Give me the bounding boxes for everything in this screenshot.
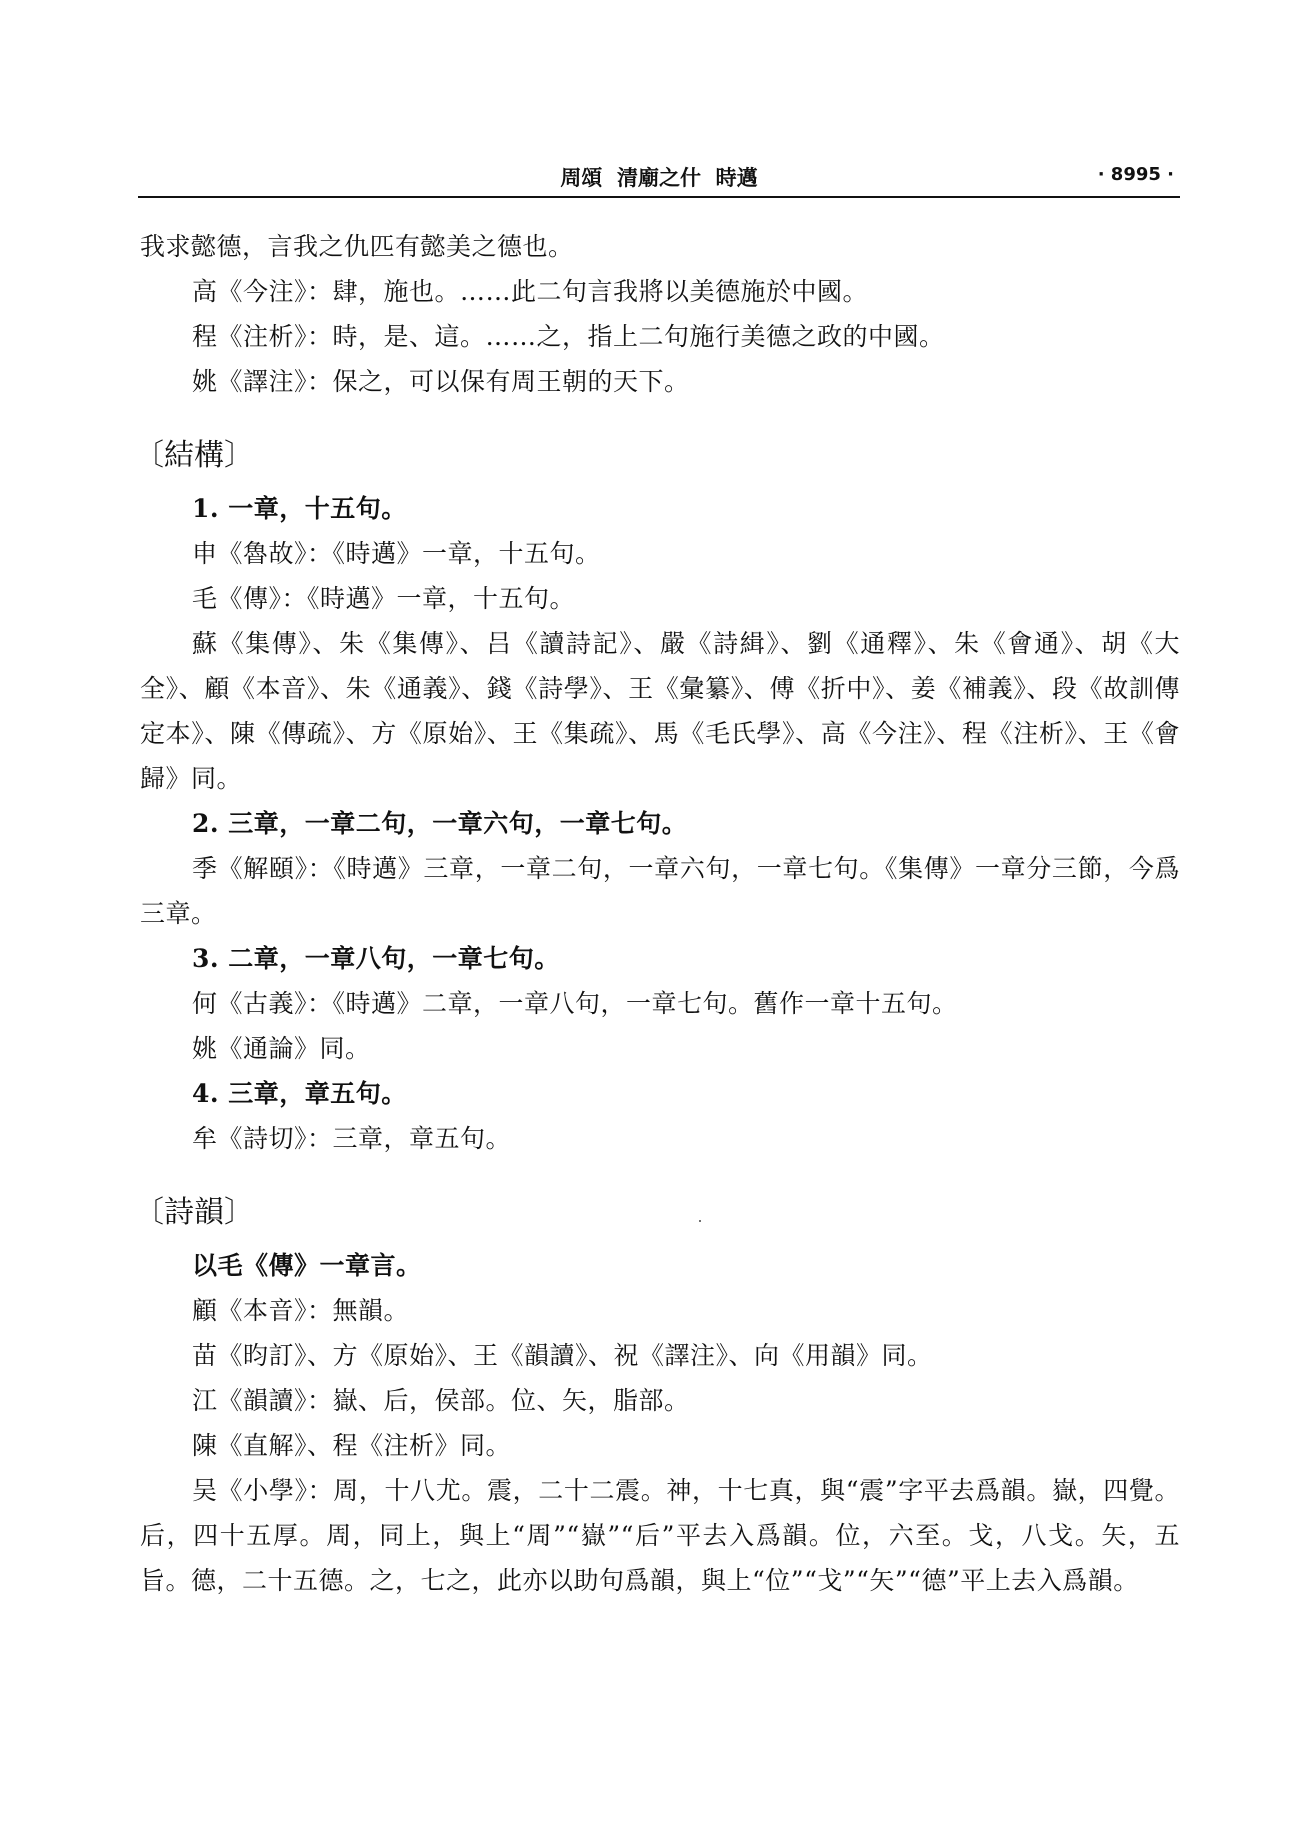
rhyme-quote: 顧《本音》：無韻。 <box>192 1296 410 1325</box>
rhyme-quote: 陳《直解》、程《注析》同。 <box>192 1431 512 1460</box>
structure-quote: 牟《詩切》：三章，章五句。 <box>192 1124 512 1153</box>
structure-quote: 何《古義》：《時邁》二章，一章八句，一章七句。舊作一章十五句。 <box>192 989 958 1018</box>
intro-quote-cheng: 程《注析》：時，是、這。……之，指上二句施行美德之政的中國。 <box>192 322 945 351</box>
rhyme-quote-wu: 吴《小學》：周，十八尤。震，二十二震。神，十七真，與“震”字平去爲韻。嶽，四覺。后，四十五厚。周，同上，與上“周”“嶽”“后”平去入爲韻。位，六至。戈，八戈。矢，五旨。德，二十五德。之，七之，此亦以助句爲韻，與上“位”“戈”“矢”“德”平上去入爲韻。 <box>140 1476 1180 1595</box>
structure-quote: 季《解頤》：《時邁》三章，一章二句，一章六句，一章七句。《集傳》一章分三節，今爲三章。 <box>140 854 1180 928</box>
header-rule <box>138 196 1180 198</box>
running-title: 周頌 清廟之什 時邁 <box>560 165 758 190</box>
structure-item-4: 4. 三章，章五句。 <box>192 1079 407 1108</box>
rhyme-basis: 以毛《傳》一章言。 <box>192 1251 422 1280</box>
rhyme-quote: 江《韻讀》：嶽、后，侯部。位、矢，脂部。 <box>192 1386 690 1415</box>
rhyme-quote: 苗《昀訂》、方《原始》、王《韻讀》、祝《譯注》、向《用韻》同。 <box>192 1341 933 1370</box>
running-header <box>138 152 1180 194</box>
structure-quote: 申《魯故》：《時邁》一章，十五句。 <box>192 539 601 568</box>
intro-paragraph-continuation: 我求懿德，言我之仇匹有懿美之德也。 <box>140 232 574 261</box>
structure-item-1: 1. 一章，十五句。 <box>192 494 407 523</box>
stray-dot-mark <box>699 1220 701 1222</box>
structure-source-list: 蘇《集傳》、朱《集傳》、吕《讀詩記》、嚴《詩緝》、劉《通釋》、朱《會通》、胡《大全》、顧《本音》、朱《通義》、錢《詩學》、王《彙纂》、傅《折中》、姜《補義》、段《故訓傳定本》、陳《傳疏》、方《原始》、王《集疏》、馬《毛氏學》、高《今注》、程《注析》、王《會歸》同。 <box>140 629 1180 793</box>
intro-quote-yao: 姚《譯注》：保之，可以保有周王朝的天下。 <box>192 367 690 396</box>
section-heading-structure: 〔結構〕 <box>134 438 254 473</box>
structure-item-2: 2. 三章，一章二句，一章六句，一章七句。 <box>192 809 688 838</box>
page-number: · 8995 · <box>1097 164 1174 185</box>
structure-item-3: 3. 二章，一章八句，一章七句。 <box>192 944 560 973</box>
body-text <box>134 224 1180 1603</box>
structure-quote: 姚《通論》同。 <box>192 1034 371 1063</box>
intro-quote-gao: 高《今注》：肆，施也。……此二句言我將以美德施於中國。 <box>192 277 869 306</box>
section-heading-rhyme: 〔詩韻〕 <box>134 1195 254 1230</box>
structure-quote: 毛《傳》：《時邁》一章，十五句。 <box>192 584 576 613</box>
